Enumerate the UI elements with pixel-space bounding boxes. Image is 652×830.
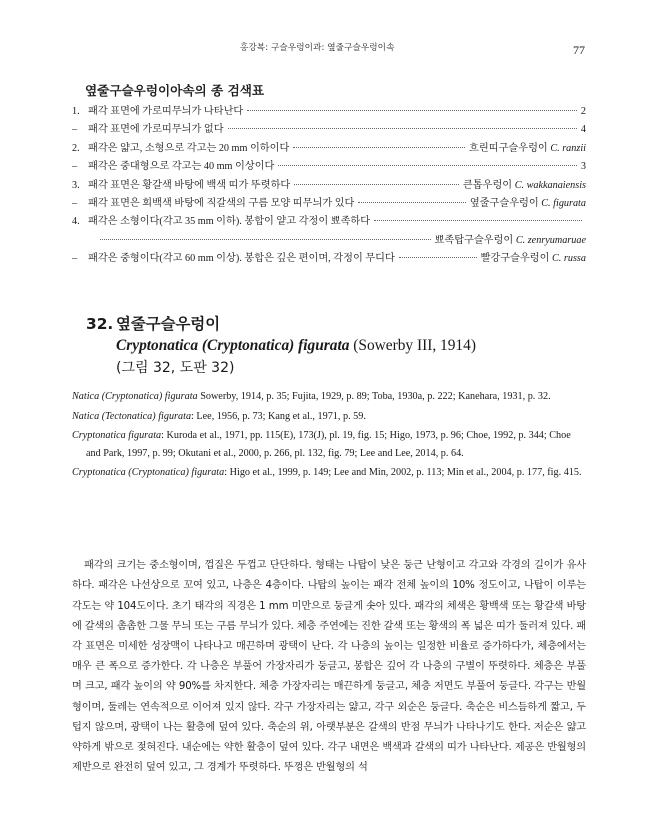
species-scientific-name: Cryptonatica (Cryptonatica) figurata (116, 337, 350, 354)
synonym-refs: Sowerby, 1914, p. 35; Fujita, 1929, p. 89; Toba, 1930a, p. 222; Kanehara, 1931, p. 32. (197, 391, 551, 402)
key-row-number: – (72, 161, 78, 173)
key-row-text: 패각 표면에 가로띠무늬가 나타난다 (88, 106, 244, 117)
leader-dots (293, 147, 465, 148)
key-row-number: 2. (72, 142, 80, 154)
synonymy-entry (72, 388, 586, 406)
synonym-refs: : Lee, 1956, p. 73; Kang et al., 1971, p. 59. (191, 410, 366, 422)
key-row-result: 흐린띠구슬우렁이 C. ranzii (469, 142, 586, 154)
leader-dots (278, 165, 577, 166)
leader-dots (358, 202, 465, 203)
key-row-text: 패각은 얇고, 소형으로 각고는 20 mm 이하이다 (88, 142, 290, 154)
species-heading (86, 313, 476, 379)
synonym-name: Cryptonatica figurata (72, 430, 162, 442)
species-number: 32. (86, 315, 114, 333)
page-number: 77 (573, 43, 585, 57)
leader-dots (228, 128, 577, 129)
key-row-text: 패각 표면은 회백색 바탕에 직갈색의 구름 모양 띠무늬가 있다 (88, 197, 355, 209)
synonymy-entry (72, 464, 586, 482)
leader-dots (247, 110, 577, 111)
synonym-refs: : Higo et al., 1999, p. 149; Lee and Min, 2002, p. 113; Min et al., 2004, p. 177, fig. 415. (224, 467, 582, 479)
key-row-number: 4. (72, 216, 80, 228)
running-head: 홍강복: 구슬우렁이과: 옆줄구슬우렁이속 (240, 43, 395, 53)
leader-dots (399, 257, 477, 258)
species-authority: (Sowerby III, 1914) (349, 337, 476, 354)
key-row-result: 2 (580, 106, 586, 117)
key-row-result: 옆줄구슬우렁이 C. figurata (469, 197, 586, 209)
key-row (72, 121, 586, 139)
key-row-text: 패각은 소형이다(각고 35 mm 이하). 봉합이 얕고 각정이 뾰족하다 (88, 216, 371, 228)
key-row-number: – (72, 197, 78, 209)
synonymy-list (72, 388, 586, 484)
key-row (72, 250, 586, 268)
key-row (72, 158, 586, 176)
key-row-text: 패각 표면은 황갈색 바탕에 백색 띠가 뚜렷하다 (88, 179, 291, 191)
key-row-text: 패각 표면에 가로띠무늬가 없다 (88, 124, 224, 136)
key-row-result: 4 (580, 124, 586, 136)
synonymy-entry (72, 408, 586, 426)
key-row (72, 232, 586, 250)
key-row-result: 큰톱우렁이 C. wakkanaiensis (462, 179, 586, 191)
key-row (72, 213, 586, 231)
synonym-name: Natica (Tectonatica) figurata (72, 410, 192, 422)
key-row (72, 103, 586, 121)
key-row-result: 빨강구슬우렁이 C. russa (480, 253, 586, 265)
description-paragraph: 패각의 크기는 중소형이며, 껍질은 두껍고 단단하다. 형태는 나탑이 낮은 둥근 난형이고 각고와 각경의 길이가 유사하다. 패각은 나선상으로 꼬여 있고, 나층은 4층이다. 나탑의 높이는 패각 전체 높이의 10% 정도이고, 나탑이 이루는 각도는 약 104도이다. 초기 태각의 직경은 1 mm 미만으로 둥글게 솟아 있다. 패각의 체색은 황백색 또는 황갈색 바탕에 갈색의 촘촘한 그물 무늬 또는 구름 무늬가 있다. 체층 주연에는 진한 갈색 또는 황색의 폭 넓은 띠가 둘러져 있다. 패각 표면은 미세한 성장맥이 나타나고 매끈하며 광택이 난다. 각 나층의 높이는 일정한 비율로 증가하다가, 체층에서는 매우 큰 폭으로 증가한다. 각 나층은 부풀어 가장자리가 둥글고, 봉합은 깊어 각 나층의 구별이 뚜렷하다. 체층은 부풀며 크고, 패각 높이의 약 90%를 차지한다. 체층 가장자리는 매끈하게 둥글고, 체층 저면도 부풀어 둥글다. 각구는 반월형이며, 둘레는 연속적으로 이어져 있지 않다. 각구 가장자리는 얇고, 각구 외순은 둥글다. 축순은 비스듬하게 짧고, 두텁지 않으며, 광택이 나는 활층에 덮여 있다. 축순의 위, 아랫부분은 갈색의 반점 무늬가 나타나기도 한다. 저순은 얇고 약하게 밖으로 젖혀진다. 내순에는 약한 활층이 덮여 있다. 각구 내면은 백색과 갈색의 띠가 나타난다. 제공은 반월형의 제반으로 완전히 덮여 있고, 그 경계가 뚜렷하다. 뚜껑은 반월형의 석 (72, 560, 586, 774)
leader-dots (294, 184, 459, 185)
key-title: 옆줄구슬우렁이아속의 종 검색표 (85, 83, 265, 98)
key-row-number: 1. (72, 106, 80, 117)
species-title (86, 313, 476, 335)
key-row-text: 패각은 중대형으로 각고는 40 mm 이상이다 (88, 161, 275, 173)
key-row (72, 177, 586, 195)
key-row-result: 3 (580, 161, 586, 173)
species-scientific-line (86, 335, 476, 357)
synonymy-entry (72, 427, 586, 462)
synonym-name: Cryptonatica (Cryptonatica) figurata (72, 467, 225, 479)
leader-dots (374, 220, 582, 221)
leader-dots (100, 239, 431, 240)
synonym-name: Natica (Cryptonatica) figurata (72, 391, 198, 402)
key-row-number: – (72, 124, 78, 136)
key-row (72, 195, 586, 213)
key-row-number: – (72, 253, 78, 265)
key-row-text: 패각은 중형이다(각고 60 mm 이상). 봉합은 깊은 편이며, 각정이 무디다 (88, 253, 395, 265)
key-row (72, 140, 586, 158)
synonym-refs: : Kuroda et al., 1971, pp. 115(E), 173(J), pl. 19, fig. 15; Higo, 1973, p. 96; Choe, 1992, p. 344; Choe and Park, 1997, p. 99; Okutani et al., 2000, p. 266, pl. 132, fig. 79; Lee and Lee, 2014, p. 64. (86, 430, 571, 459)
figure-reference: (그림 32, 도판 32) (116, 360, 235, 376)
species-korean-name: 옆줄구슬우렁이 (116, 315, 221, 333)
key-row-number: 3. (72, 179, 80, 191)
key-row-result: 뾰족탑구슬우렁이 C. zenryumaruae (434, 234, 586, 246)
identification-key (72, 103, 586, 269)
